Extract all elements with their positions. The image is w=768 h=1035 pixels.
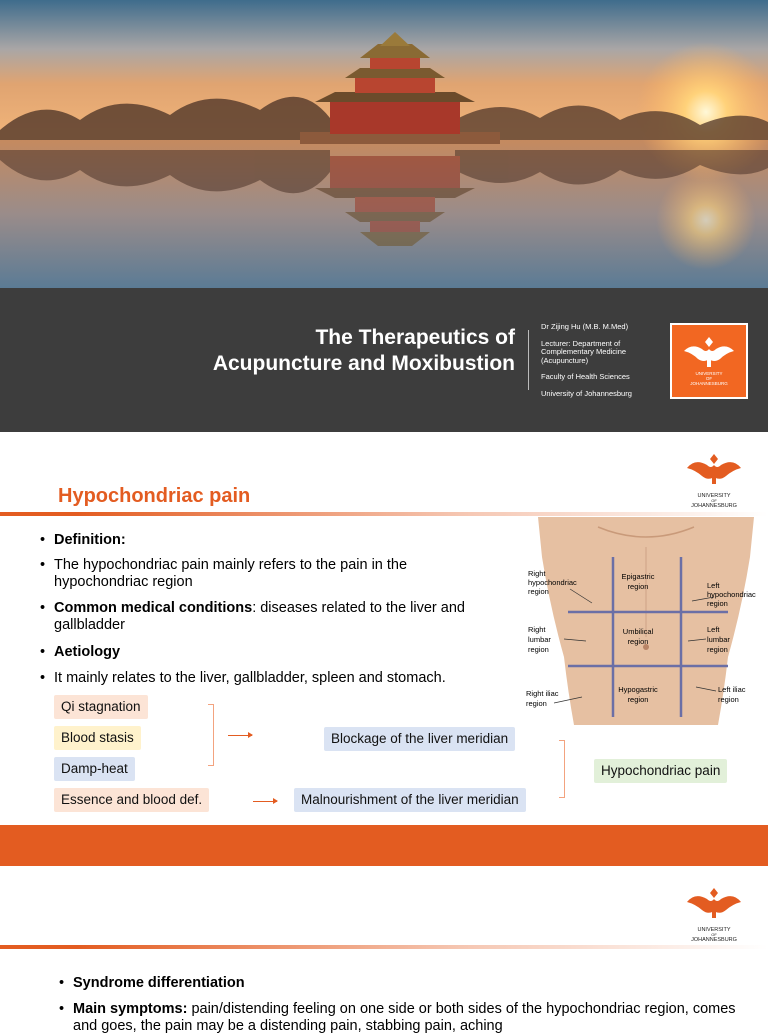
symptoms-item [59, 1001, 749, 1035]
syndrome-label: Syndrome differentiation [73, 975, 245, 991]
label-right-lumbar: Right lumbar region [528, 625, 551, 654]
arrow-to-blockage-icon [228, 735, 252, 736]
logo-text-3: JOHANNESBURG [691, 503, 737, 509]
syndrome-item [59, 975, 749, 992]
hero-image [0, 0, 768, 288]
label-epigastric: Epigastric region [621, 572, 655, 591]
uj-crest-icon [681, 886, 747, 922]
cause-qi-stagnation: Qi stagnation [54, 695, 148, 719]
logo-text-2: OF [705, 376, 713, 381]
result-hypochondriac-pain: Hypochondriac pain [594, 759, 727, 783]
uj-crest-icon [672, 325, 746, 397]
symptoms-label: Main symptoms: [73, 1001, 188, 1017]
uj-crest-icon [681, 452, 747, 488]
label-left-iliac: Left iliac region [718, 685, 746, 704]
bullet-syndrome [59, 975, 749, 992]
symptoms-text: pain/distending feeling on one side or both sides of the hypochondriac region, comes and goes, the pain may be a distending pain, stabbing pain, aching [73, 1001, 736, 1034]
label-umbilical: Umbilical region [622, 627, 654, 646]
definition-label: Definition: [54, 532, 126, 548]
logo-text-1: UNIVERSITY [697, 493, 731, 499]
slide-title: Hypochondriac pain [58, 485, 251, 507]
label-left-hypochondriac: Left hypochondriac region [707, 581, 756, 608]
logo-text-2: OF [711, 498, 717, 503]
logo-text-1: UNIVERSITY [695, 371, 723, 376]
label-left-lumbar: Left lumbar region [707, 625, 730, 654]
arrow-to-malnourishment-icon [253, 801, 277, 802]
author-university: University of Johannesburg [541, 388, 632, 398]
title-line-1: The Therapeutics of [315, 326, 515, 349]
label-right-iliac: Right iliac region [526, 689, 559, 708]
label-right-hypochondriac: Right hypochondriac region [528, 569, 577, 596]
presentation-title [213, 325, 515, 377]
title-line-2: Acupuncture and Moxibustion [212, 352, 515, 375]
logo-text-3: JOHANNESBURG [690, 381, 728, 386]
aetiology-text: It mainly relates to the liver, gallbladder, spleen and stomach. [54, 670, 446, 686]
author-name: Dr Zijing Hu (M.B. M.Med) [541, 322, 629, 331]
logo-text-3: JOHANNESBURG [691, 937, 737, 943]
cause-blood-stasis: Blood stasis [54, 726, 141, 750]
mechanism-malnourishment: Malnourishment of the liver meridian [294, 788, 526, 812]
bullet-definition [40, 532, 126, 549]
definition-text: The hypochondriac pain mainly refers to the pain in the hypochondriac region [54, 557, 408, 590]
slide3-rule [0, 945, 768, 949]
uj-logo-2 [681, 886, 747, 943]
cause-damp-heat: Damp-heat [54, 757, 135, 781]
logo-text-2: OF [711, 932, 717, 937]
conditions-text: : diseases related to the liver and gallbladder [54, 600, 465, 633]
author-faculty: Faculty of Health Sciences [541, 372, 630, 381]
bullet-symptoms [59, 1001, 749, 1035]
mechanism-bracket [559, 740, 565, 798]
title-divider [528, 330, 529, 390]
bullet-conditions [40, 600, 490, 634]
abdominal-regions-diagram [528, 517, 764, 725]
logo-text-1: UNIVERSITY [697, 927, 731, 933]
university-logo-box [670, 323, 748, 399]
slide-divider-band [0, 825, 768, 866]
mechanism-blockage: Blockage of the liver meridian [324, 727, 515, 751]
causes-bracket [208, 704, 214, 766]
bullet-aetiology-text [40, 670, 510, 687]
label-hypogastric: Hypogastric region [618, 685, 658, 704]
uj-logo [681, 452, 747, 509]
cause-essence-blood-def: Essence and blood def. [54, 788, 209, 812]
conditions-label: Common medical conditions [54, 600, 253, 616]
author-position: Lecturer: Department of Complementary Medicine (Acupuncture) [541, 338, 627, 365]
aetiology-label: Aetiology [54, 644, 121, 660]
author-info [541, 323, 666, 406]
bullet-aetiology [40, 644, 120, 661]
bullet-definition-text [40, 557, 470, 591]
title-rule [0, 512, 768, 516]
